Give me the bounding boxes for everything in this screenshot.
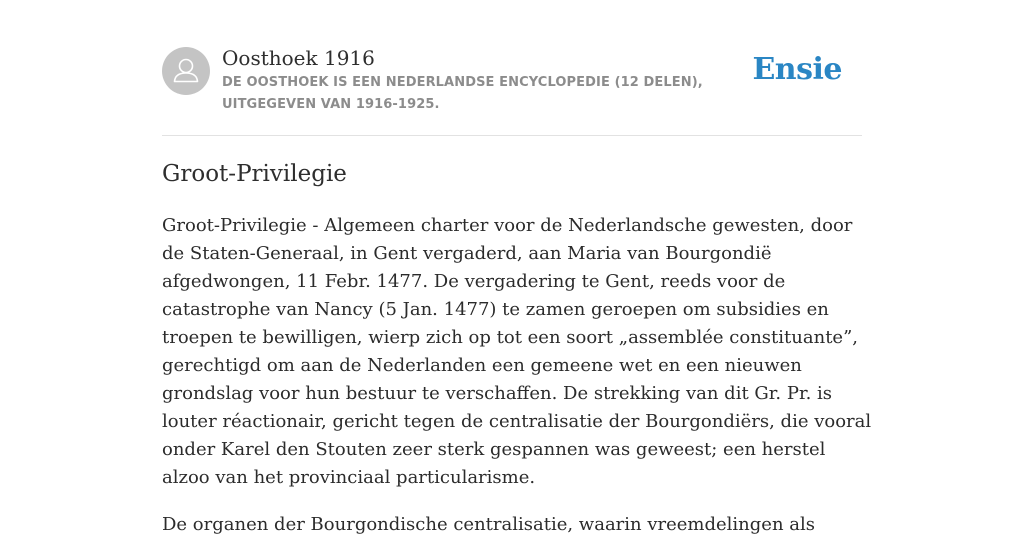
entry-title: Groot-Privilegie bbox=[162, 161, 347, 187]
header-divider bbox=[162, 135, 862, 136]
user-icon bbox=[162, 47, 210, 95]
source-title[interactable]: Oosthoek 1916 bbox=[222, 46, 375, 70]
ensie-logo[interactable]: Ensie bbox=[752, 52, 842, 87]
source-header bbox=[162, 46, 862, 136]
source-description: DE OOSTHOEK IS EEN NEDERLANDSE ENCYCLOPEDIE (12 DELEN), UITGEGEVEN VAN 1916-1925. bbox=[222, 75, 703, 112]
entry-paragraph: Groot-Privilegie - Algemeen charter voor de Nederlandsche gewesten, door de Staten-Generaal, in Gent vergaderd, aan Maria van Bourgondië afgedwongen, 11 Febr. 1477. De vergadering te Gent, reeds voor de catastrophe van Nancy (5 Jan. 1477) te zamen geroepen om subsidies en troepen te bewilligen, wierp zich op tot een soort „assemblée constituante”, gerechtigd om aan de Nederlanden een gemeene wet en een nieuwen grondslag voor hun bestuur te verschaffen. De strekking van dit Gr. Pr. is louter réactionair, gericht tegen de centralisatie der Bourgondiërs, die vooral onder Karel den Stouten zeer sterk gespannen was geweest; een herstel alzoo van het provinciaal particularisme. bbox=[162, 215, 872, 488]
entry-body bbox=[162, 212, 874, 558]
entry-paragraph: De organen der Bourgondische centralisatie, waarin vreemdelingen als bbox=[162, 514, 815, 535]
source-avatar[interactable] bbox=[162, 47, 210, 95]
